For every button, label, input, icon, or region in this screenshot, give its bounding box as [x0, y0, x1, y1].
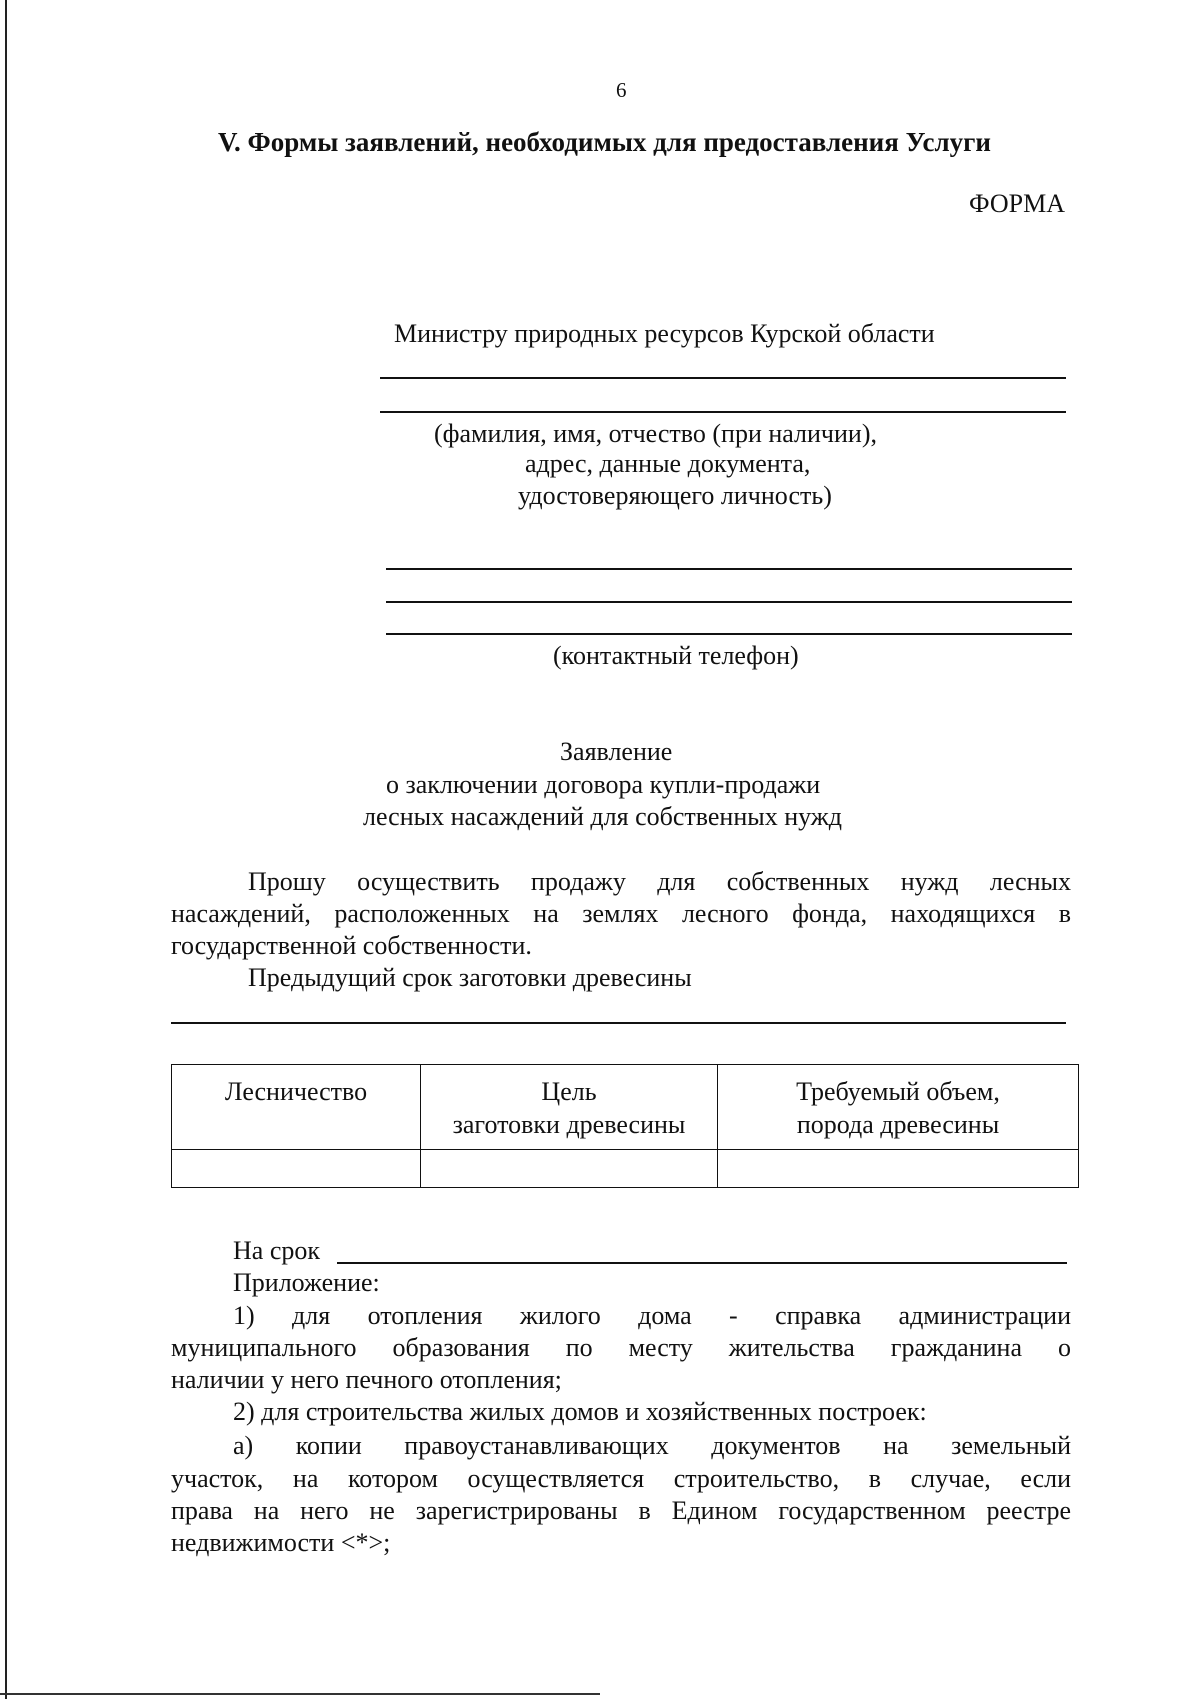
previous-term-line — [171, 1022, 1066, 1024]
previous-term-label: Предыдущий срок заготовки древесины — [248, 963, 692, 992]
table-cell-purpose — [421, 1150, 718, 1188]
scan-left-edge — [5, 0, 7, 1699]
item1-line-2: муниципального образования по месту жительства гражданина о — [171, 1333, 1071, 1362]
statement-title-1: Заявление — [560, 737, 673, 766]
phone-line-2 — [386, 601, 1072, 603]
item1-line-1: 1) для отопления жилого дома - справка администрации — [233, 1301, 1071, 1330]
statement-title-3: лесных насаждений для собственных нужд — [363, 802, 842, 831]
table-header-row — [172, 1065, 1079, 1150]
term-label: На срок — [233, 1236, 320, 1265]
table-cell-forestry — [172, 1150, 421, 1188]
applicant-line-1 — [380, 377, 1066, 379]
request-line-3: государственной собственности. — [171, 931, 532, 960]
item2a-line-4: недвижимости <*>; — [171, 1528, 391, 1557]
header-volume-line-1: Требуемый объем, — [796, 1077, 1000, 1106]
header-forestry — [172, 1065, 421, 1150]
item2-line: 2) для строительства жилых домов и хозяйственных построек: — [233, 1397, 927, 1426]
header-forestry-line-1: Лесничество — [224, 1077, 368, 1106]
statement-title-2: о заключении договора купли-продажи — [386, 770, 821, 799]
table-row — [172, 1150, 1079, 1188]
attachment-label: Приложение: — [233, 1268, 380, 1297]
item2a-line-1: а) копии правоустанавливающих документов на земельный — [233, 1431, 1071, 1460]
table-cell-volume — [718, 1150, 1079, 1188]
scan-bottom-edge — [0, 1693, 600, 1695]
phone-line-1 — [386, 568, 1072, 570]
phone-caption: (контактный телефон) — [553, 641, 799, 670]
item2a-line-3: права на него не зарегистрированы в Едином государственном реестре — [171, 1496, 1071, 1525]
header-volume — [718, 1065, 1079, 1150]
item2a-line-2: участок, на котором осуществляется строительство, в случае, если — [171, 1464, 1071, 1493]
header-purpose-line-1: Цель — [541, 1077, 597, 1106]
applicant-caption-3: удостоверяющего личность) — [518, 481, 832, 510]
header-purpose — [421, 1065, 718, 1150]
request-line-1: Прошу осуществить продажу для собственных нужд лесных — [248, 867, 1071, 896]
applicant-caption-2: адрес, данные документа, — [525, 449, 811, 478]
form-label: ФОРМА — [969, 189, 1065, 218]
timber-table — [171, 1064, 1079, 1188]
term-line — [337, 1262, 1067, 1264]
addressee: Министру природных ресурсов Курской области — [394, 319, 935, 348]
page-number: 6 — [616, 78, 627, 102]
section-title: V. Формы заявлений, необходимых для предоставления Услуги — [218, 127, 991, 157]
item1-line-3: наличии у него печного отопления; — [171, 1365, 562, 1394]
applicant-line-2 — [380, 411, 1066, 413]
request-line-2: насаждений, расположенных на землях лесного фонда, находящихся в — [171, 899, 1071, 928]
header-volume-line-2: порода древесины — [796, 1110, 1000, 1139]
applicant-caption-1: (фамилия, имя, отчество (при наличии), — [434, 419, 877, 448]
header-purpose-line-2: заготовки древесины — [452, 1110, 686, 1139]
phone-line-3 — [386, 633, 1072, 635]
